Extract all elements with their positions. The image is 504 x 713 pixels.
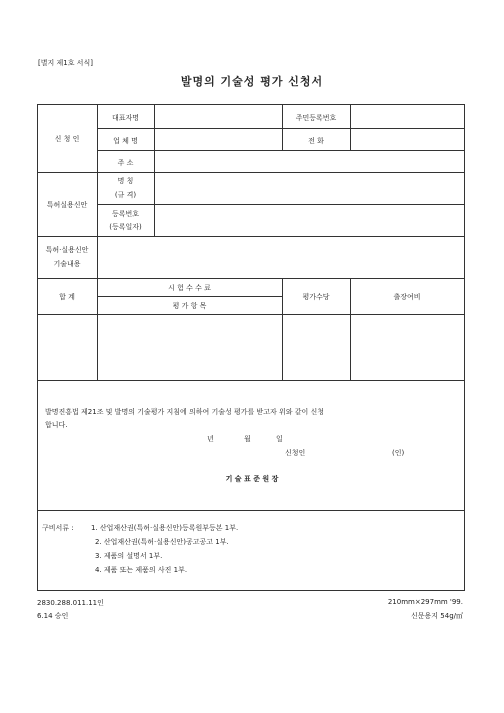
attachment-item: 2. 산업재산권(특허·실용신안)공고공고 1부. [95, 538, 229, 546]
travel-expense-field[interactable] [351, 315, 464, 380]
declaration-line-1: 발명진흥법 제21조 및 발명의 기술평가 지침에 의하여 기술성 평가를 받고자 위와 같이 신청 [45, 408, 325, 416]
patent-spec-label: (규 격) [114, 191, 137, 199]
date-month-label: 월 [244, 435, 251, 443]
registration-date-label: (등록일자) [109, 223, 142, 231]
evaluation-allowance-label: 평가수당 [302, 293, 330, 301]
phone-label: 전 화 [308, 137, 324, 145]
seal-label: (인) [392, 449, 405, 457]
attachment-item: 3. 제품의 설명서 1부. [95, 552, 163, 560]
address-label: 주 소 [117, 159, 134, 167]
travel-expense-label: 출장여비 [393, 293, 421, 301]
attachment-item: 4. 제품 또는 제품의 사진 1부. [95, 566, 188, 574]
declaration-line-2: 합니다. [45, 421, 68, 429]
resident-number-label: 주민등록번호 [295, 114, 337, 122]
company-name-label: 업 체 명 [113, 137, 138, 145]
tech-content-label: 특허·실용신안 [45, 246, 89, 254]
total-label: 합 계 [59, 293, 75, 301]
evaluation-items-field[interactable] [98, 315, 282, 380]
footer-paper-type: 신문용지 54g/㎡ [411, 612, 463, 620]
evaluation-items-label: 평 가 항 목 [172, 302, 207, 310]
rep-name-label: 대표자명 [111, 114, 140, 122]
page-title: 발명의 기술성 평가 신청서 [180, 75, 324, 88]
date-year-label: 년 [207, 435, 214, 443]
recipient: 기 술 표 준 원 장 [225, 475, 279, 483]
footer-code: 2830.288.011.11인 [37, 599, 104, 607]
evaluation-allowance-field[interactable] [283, 315, 350, 380]
patent-name-label: 명 칭 [117, 177, 134, 185]
applicant-group-label: 신 청 인 [54, 135, 80, 143]
registration-number-label: 등록번호 [111, 210, 140, 218]
total-amount-field[interactable] [38, 315, 97, 380]
footer-approval: 6.14 승인 [37, 612, 69, 620]
form-number: [별지 제1호 서식] [38, 59, 93, 67]
patent-group-label: 특허실용신안 [46, 201, 88, 209]
tech-content-sublabel: 기술내용 [53, 260, 81, 268]
attachments-label: 구비서류 : [42, 524, 74, 532]
attachment-item: 1. 산업재산권(특허·실용신안)등록원부등본 1부. [91, 524, 239, 532]
applicant-signature-label: 신청인 [285, 449, 306, 457]
footer-paper-size: 210mm×297mm '99. [387, 598, 463, 606]
date-day-label: 일 [276, 435, 283, 443]
test-fee-label: 시 험 수 수 료 [168, 284, 211, 292]
